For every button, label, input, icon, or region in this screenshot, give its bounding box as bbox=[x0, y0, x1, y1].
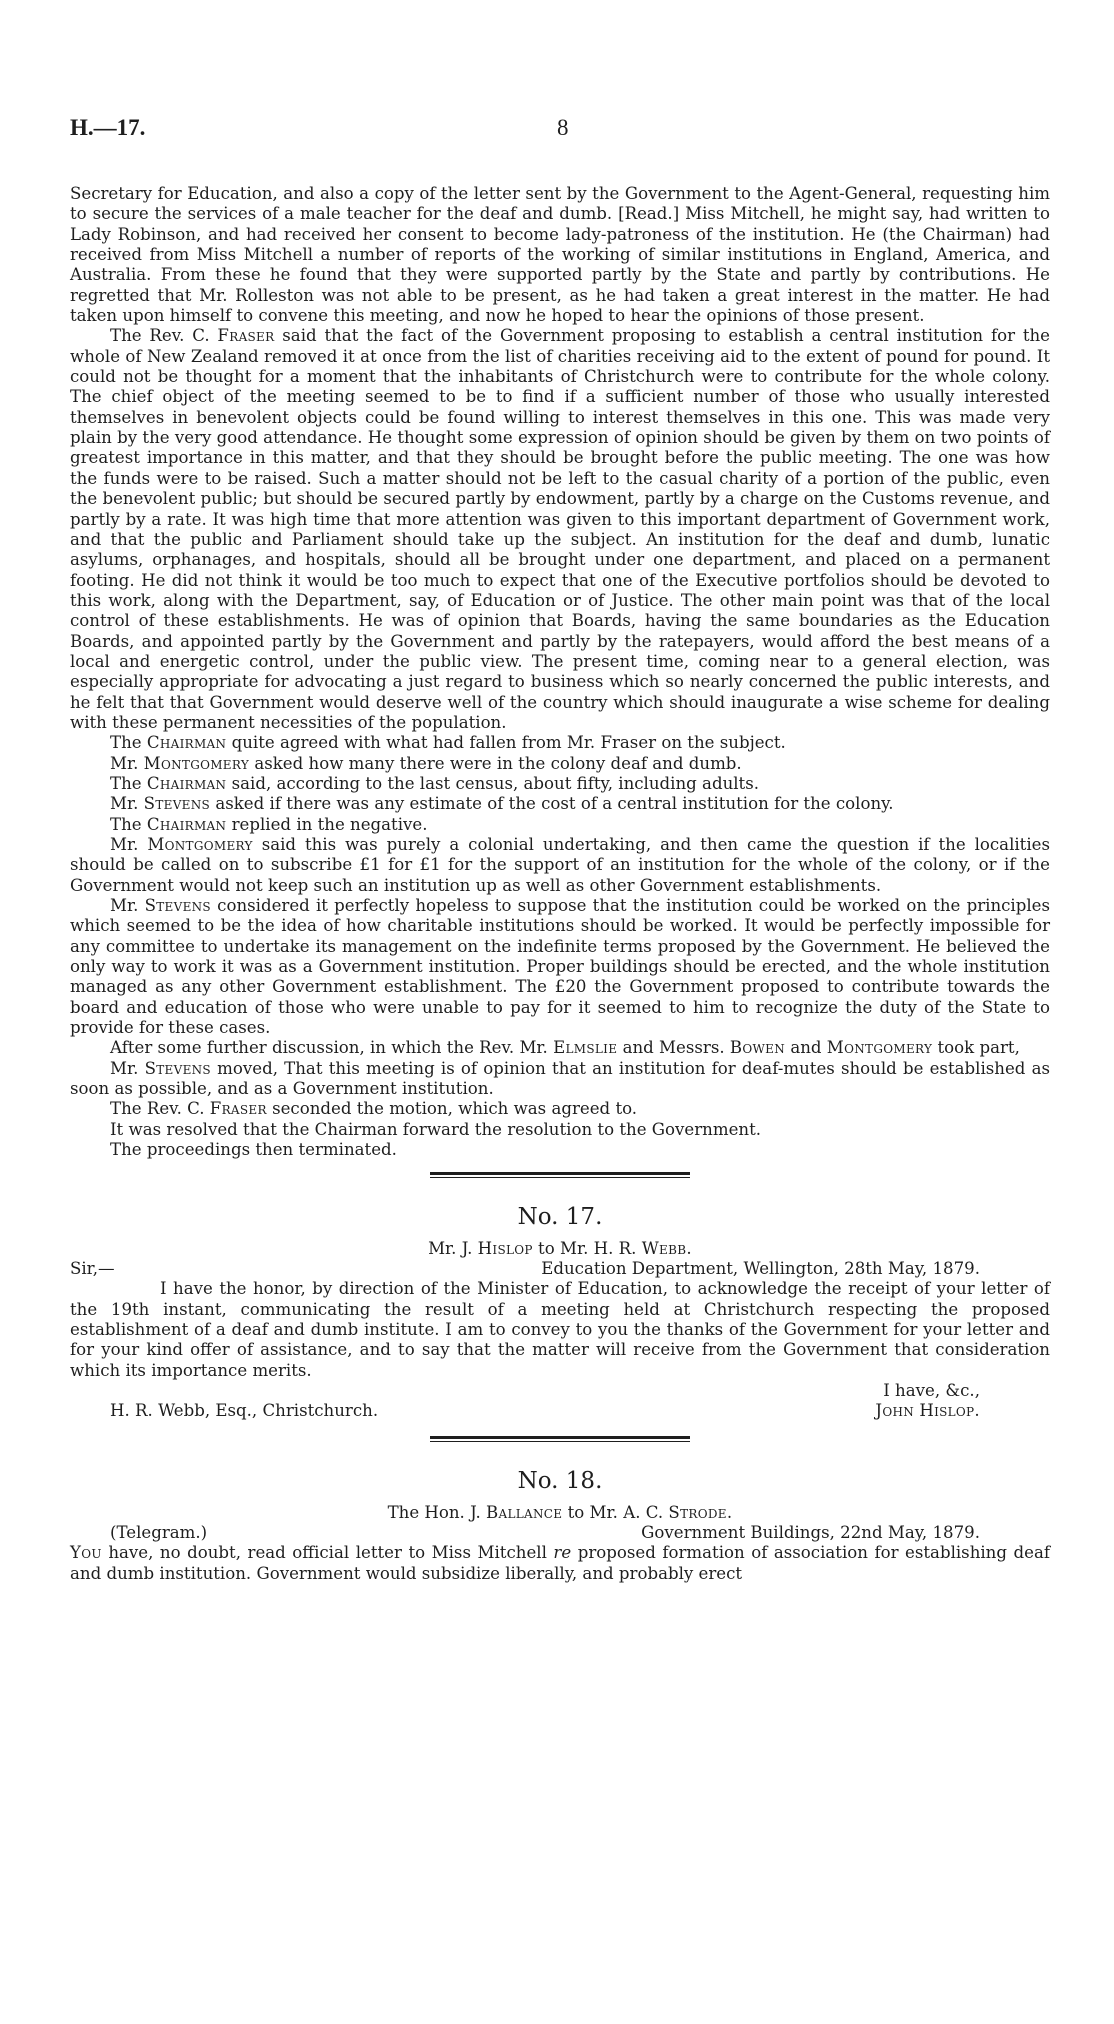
telegram-body: You have, no doubt, read official letter to Miss Mitchell re proposed formation of association for establishing deaf and dumb institution. Government would subsidize liberally, and probably erect bbox=[70, 1543, 1050, 1583]
signature-row bbox=[70, 1401, 1050, 1421]
salutation-and-dateline bbox=[70, 1259, 1050, 1279]
addressee: H. R. Webb, Esq., Christchurch. bbox=[110, 1401, 379, 1421]
telegram-dateline-row bbox=[70, 1523, 1050, 1543]
chairman-agrees: The Chairman quite agreed with what had fallen from Mr. Fraser on the subject. bbox=[110, 733, 786, 753]
further-discussion: After some further discussion, in which the Rev. Mr. Elmslie and Messrs. Bowen and Montgomery took part, bbox=[110, 1038, 1020, 1058]
meeting-report bbox=[70, 184, 1050, 1161]
signature: John Hislop. bbox=[875, 1401, 980, 1421]
page-number: 8 bbox=[557, 115, 569, 140]
resolution-forwarded: It was resolved that the Chairman forward the resolution to the Government. bbox=[110, 1119, 762, 1139]
document-page bbox=[70, 115, 1050, 1584]
letter-body: I have the honor, by direction of the Minister of Education, to acknowledge the receipt of your letter of the 19th instant, communicating the result of a meeting held at Christchurch respecting the proposed establishment of a deaf and dumb institute. I am to convey to you the thanks of the Government for your letter and for your kind offer of assistance, and to say that the matter will receive from the Government that consideration which its importance merits. bbox=[70, 1279, 1050, 1380]
letter-no-17 bbox=[70, 1202, 1050, 1422]
chairman-negative-reply: The Chairman replied in the negative. bbox=[110, 814, 428, 834]
montgomery-question: Mr. Montgomery asked how many there were in the colony deaf and dumb. bbox=[110, 753, 742, 773]
section-divider bbox=[430, 1436, 690, 1442]
chairman-census-answer: The Chairman said, according to the last census, about fifty, including adults. bbox=[110, 773, 760, 793]
document-number: No. 17. bbox=[517, 1203, 603, 1230]
salutation: Sir,— bbox=[70, 1258, 115, 1278]
dateline: Government Buildings, 22nd May, 1879. bbox=[641, 1522, 980, 1542]
section-divider bbox=[430, 1172, 690, 1178]
page-header bbox=[70, 115, 1050, 148]
document-heading: Mr. J. Hislop to Mr. H. R. Webb. bbox=[428, 1238, 692, 1258]
telegram-no-18 bbox=[70, 1466, 1050, 1584]
fraser-speech: The Rev. C. Fraser said that the fact of the Government proposing to establish a central institution for the whole of New Zealand removed it at once from the list of charities receiving aid to the extent of pound for pound. It could not be thought for a moment that the inhabitants of Christchurch were to contribute for the whole colony. The chief object of the meeting seemed to be to find if a sufficient number of those who usually interested themselves in benevolent objects could be found willing to interest themselves in this one. This was made very plain by the very good attendance. He thought some expression of opinion should be given by them on two points of greatest importance in this matter, and that they should be brought before the public meeting. The one was how the funds were to be raised. Such a matter should not be left to the casual charity of a portion of the public, even the benevolent public; but should be secured partly by endowment, partly by a charge on the Customs revenue, and partly by a rate. It was high time that more attention was given to this important department of Government work, and that the public and Parliament should take up the subject. An institution for the deaf and dumb, lunatic asylums, orphanages, and hospitals, should all be brought under one department, and placed on a permanent footing. He did not think it would be too much to expect that one of the Executive portfolios should be devoted to this work, along with the Department, say, of Education or of Justice. The other main point was that of the local control of these establishments. He was of opinion that Boards, having the same boundaries as the Education Boards, and appointed partly by the Government and partly by the ratepayers, would afford the best means of a local and energetic control, under the public view. The present time, coming near to a general election, was especially appropriate for advocating a just regard to business which so nearly concerned the public interests, and he felt that that Government would deserve well of the country which should inaugurate a wise scheme for dealing with these permanent necessities of the population. bbox=[70, 326, 1050, 732]
stevens-remarks: Mr. Stevens considered it perfectly hopeless to suppose that the institution could be worked on the principles which seemed to be the idea of how charitable institutions should be worked. It would be perfectly impossible for any committee to undertake its management on the indefinite terms proposed by the Government. He believed the only way to work it was as a Government institution. Proper buildings should be erected, and the whole institution managed as any other Government establishment. The £20 the Government proposed to contribute towards the board and education of those who were unable to pay for it seemed to him to recognize the duty of the State to provide for these cases. bbox=[70, 896, 1050, 1038]
document-number: No. 18. bbox=[517, 1467, 603, 1494]
fraser-seconds: The Rev. C. Fraser seconded the motion, which was agreed to. bbox=[110, 1099, 638, 1119]
stevens-motion: Mr. Stevens moved, That this meeting is of opinion that an institution for deaf-mutes should be established as soon as possible, and as a Government institution. bbox=[70, 1058, 1050, 1099]
dateline: Education Department, Wellington, 28th May, 1879. bbox=[541, 1258, 980, 1278]
montgomery-remarks: Mr. Montgomery said this was purely a colonial undertaking, and then came the question if the localities should be called on to subscribe £1 for £1 for the support of an institution for the whole of the colony, or if the Government would not keep such an institution up as well as other Government establishments. bbox=[70, 835, 1050, 895]
document-heading: The Hon. J. Ballance to Mr. A. C. Strode. bbox=[387, 1502, 733, 1522]
parliamentary-paper-reference: H.—17. bbox=[70, 115, 146, 140]
stevens-question: Mr. Stevens asked if there was any estimate of the cost of a central institution for the colony. bbox=[110, 794, 894, 814]
chairman-statement: Secretary for Education, and also a copy of the letter sent by the Government to the Agent-General, requesting him to secure the services of a male teacher for the deaf and dumb. [Read.] Miss Mitchell, he might say, had written to Lady Robinson, and had received her consent to become lady-patroness of the institution. He (the Chairman) had received from Miss Mitchell a number of reports of the working of similar institutions in England, America, and Australia. From these he found that they were supported partly by the State and partly by contributions. He regretted that Mr. Rolleston was not able to be present, as he had taken a great interest in the matter. He had taken upon himself to convene this meeting, and now he hoped to hear the opinions of those present. bbox=[70, 184, 1050, 326]
closing: I have, &c., bbox=[883, 1380, 980, 1400]
proceedings-terminated: The proceedings then terminated. bbox=[110, 1140, 397, 1160]
telegram-label: (Telegram.) bbox=[110, 1522, 208, 1542]
closing-row bbox=[70, 1381, 1050, 1401]
